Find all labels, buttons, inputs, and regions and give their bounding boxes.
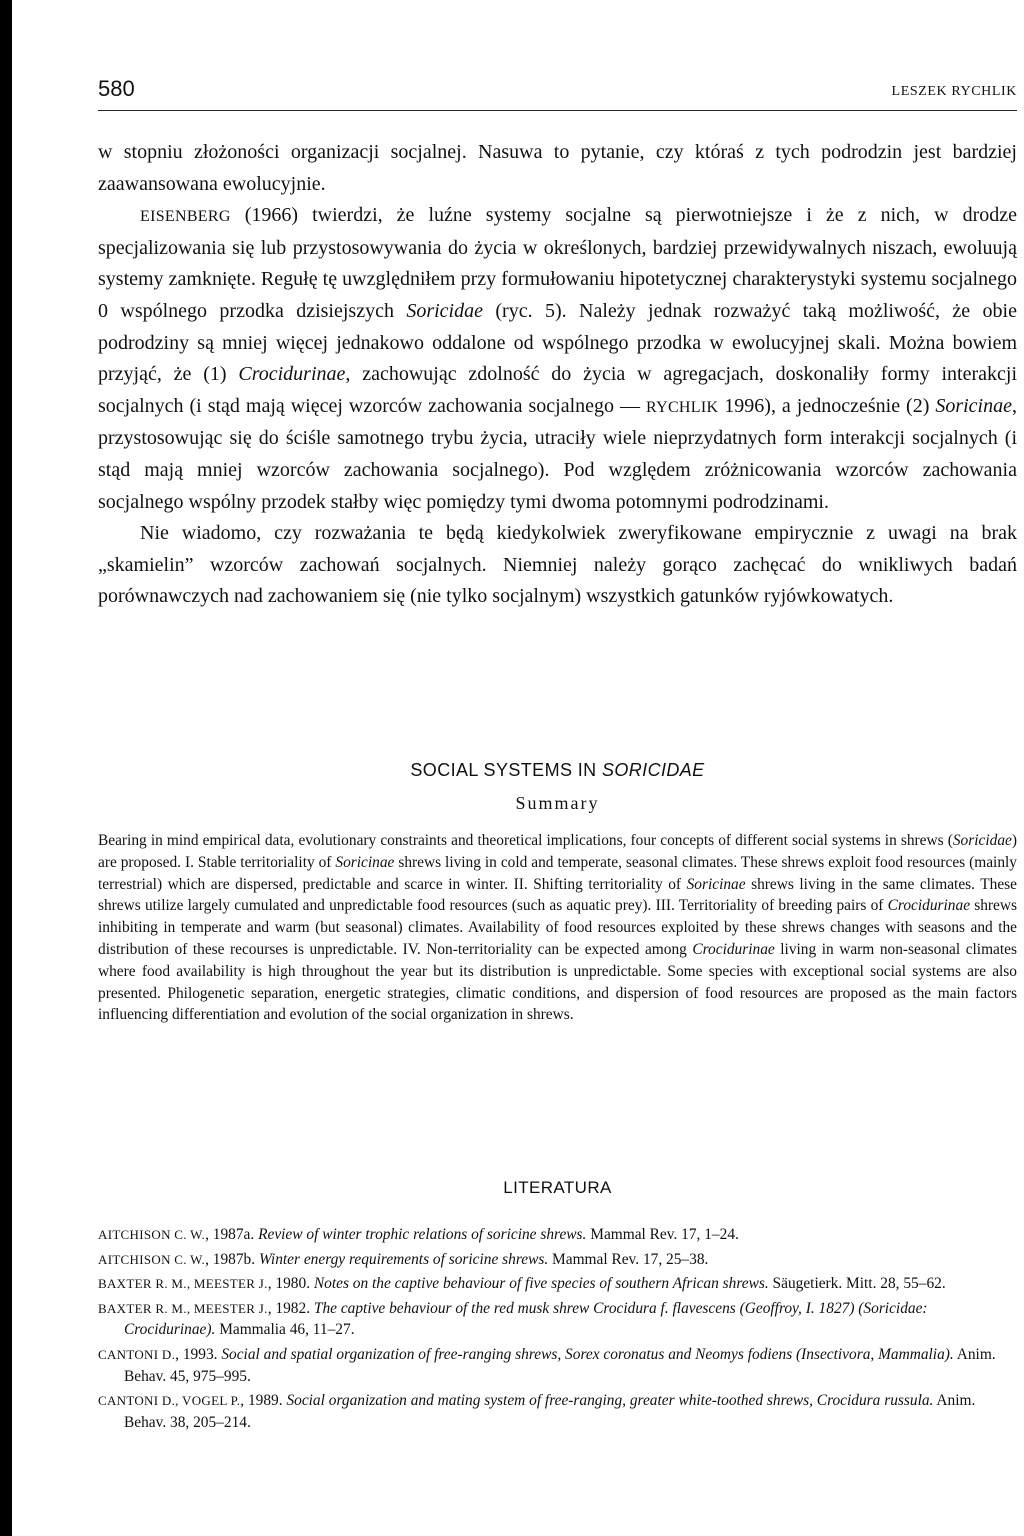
text-run: Nie wiadomo, czy rozważania te będą kiedykolwiek zweryfikowane empirycznie z uwagi na brak „skamielin” wzorców zachowań socjalnych. Niemniej należy gorąco zachęcać do wnikliwych badań porównawczych nad zachowaniem się (nie tylko socjalnym) wszystkich gatunków ryjówkowatych.	[98, 522, 1017, 608]
italic-term: Crocidurinae	[692, 940, 775, 958]
reference-year: , 1987b.	[205, 1250, 259, 1268]
reference-source: Anim. Behav. 38, 205–214.	[124, 1392, 976, 1431]
reference-item	[98, 1273, 1017, 1295]
reference-title: Notes on the captive behaviour of five species of southern African shrews.	[313, 1275, 769, 1293]
text-run: , zachowując zdolność do życia w agregacjach, doskonaliły formy interakcji socjalnych (i stąd mają więcej wzorców zachowania socjalnego —	[98, 363, 1018, 417]
italic-term: Crocidurinae	[238, 363, 346, 386]
summary-heading: Summary	[515, 793, 600, 813]
italic-term: Soricinae	[335, 853, 395, 871]
text-run: w stopniu złożoności organizacji socjalnej. Nasuwa to pytanie, czy któraś z tych podrodzin jest bardziej zaawansowana ewolucyjnie.	[98, 141, 1017, 195]
text-run: shrews living in the same climates. These shrews utilize largely cumulated and unpredictable food resources (such as aquatic prey). III. Territoriality of breeding pairs of	[98, 875, 1017, 915]
reference-item	[98, 1344, 1017, 1387]
literature-heading: LITERATURA	[503, 1178, 612, 1197]
italic-term: Soricidae	[952, 832, 1012, 849]
reference-year: , 1989.	[240, 1392, 287, 1410]
reference-source: Mammal Rev. 17, 25–38.	[548, 1250, 709, 1268]
text-run: (1966) twierdzi, że luźne systemy socjalne są pierwotniejsze i że z nich, w drodze specjalizowania się lub przystosowywania do życia w określonych, bardziej przewidywalnych niszach, ewoluują systemy zamknięte. Regułę tę uwzględniłem przy formułowaniu hipotetycznej charakterystyki systemu socjalnego 0 wspólnego przodka dzisiejszych	[98, 204, 1017, 322]
body-paragraph	[98, 200, 1017, 518]
summary-text	[98, 830, 1017, 1026]
text-run: , przystosowując się do ściśle samotnego trybu życia, utraciły wiele nieprzydatnych form interakcji socjalnych (i stąd mają mniej wzorców zachowania socjalnego). Pod względem zróżnicowania wzorców zachowania socjalnego wspólny przodek stałby więc pomiędzy tymi dwoma potomnymi podrodzinami.	[98, 394, 1017, 513]
italic-term: Crocidurinae	[887, 897, 971, 915]
reference-title: Social organization and mating system of free-ranging, greater white-toothed shrews, Crocidura russula.	[286, 1392, 934, 1410]
reference-source: Mammal Rev. 17, 1–24.	[586, 1226, 739, 1243]
reference-authors: AITCHISON C. W.	[98, 1251, 206, 1267]
body-text	[98, 137, 1017, 613]
page-header	[98, 76, 1017, 111]
italic-term: Soricinae	[686, 875, 746, 893]
italic-term: Soricidae	[406, 299, 483, 322]
reference-list	[98, 1224, 1017, 1436]
reference-year: , 1982.	[267, 1299, 314, 1317]
running-head: LESZEK RYCHLIK	[891, 84, 1017, 99]
reference-title: The captive behaviour of the red musk shrew Crocidura f. flavescens (Geoffroy, I. 1827) (Soricidae: Crocidurinae).	[124, 1299, 928, 1339]
reference-year: , 1993.	[175, 1345, 222, 1363]
reference-source: Mammalia 46, 11–27.	[215, 1321, 355, 1339]
summary-paragraph	[98, 830, 1017, 1026]
text-run: shrews inhibiting in temperate and warm (but seasonal) climates. Availability of food resources exploited by these shrews changes with seasons and the distribution of these recourses is unpredictable. IV. Non-territoriality can be expected among	[98, 897, 1017, 958]
text-run: ) are proposed. I. Stable territoriality of	[98, 832, 1017, 871]
body-paragraph	[98, 137, 1017, 200]
reference-title: Social and spatial organization of free-ranging shrews, Sorex coronatus and Neomys fodiens (Insectivora, Mammalia).	[221, 1345, 954, 1363]
summary-title-italic: SORICIDAE	[601, 760, 705, 780]
reference-authors: AITCHISON C. W.	[98, 1227, 206, 1242]
reference-year: , 1987a.	[205, 1226, 259, 1243]
reference-item	[98, 1390, 1017, 1433]
body-paragraph	[98, 518, 1017, 613]
reference-item	[98, 1224, 1017, 1246]
text-run: shrews living in cold and temperate, seasonal climates. These shrews exploit food resources (mainly terrestrial) which are dispersed, predictable and scarce in winter. II. Shifting territoriality of	[98, 853, 1017, 893]
reference-title: Winter energy requirements of soricine shrews.	[258, 1250, 549, 1268]
reference-authors: CANTONI D., VOGEL P.	[98, 1393, 241, 1409]
reference-source: Anim. Behav. 45, 975–995.	[124, 1345, 996, 1385]
text-run: Bearing in mind empirical data, evolutionary constraints and theoretical implications, four concepts of different social systems in shrews (	[98, 832, 953, 849]
reference-source: Säugetierk. Mitt. 28, 55–62.	[768, 1275, 946, 1293]
document-page	[12, 0, 1024, 1536]
author-name: RYCHLIK	[646, 398, 719, 416]
summary-title-text: SOCIAL SYSTEMS IN	[410, 760, 602, 780]
reference-authors: BAXTER R. M., MEESTER J.	[98, 1300, 268, 1316]
reference-title: Review of winter trophic relations of soricine shrews.	[258, 1226, 587, 1243]
text-run: (ryc. 5). Należy jednak rozważyć taką możliwość, że obie podrodziny są mniej więcej jednakowo oddalone od wspólnego przodka w ewolucyjnej skali. Można bowiem przyjąć, że (1)	[98, 299, 1017, 386]
text-run: 1996), a jednocześnie (2)	[718, 394, 936, 417]
summary-title	[98, 760, 1017, 781]
reference-authors: BAXTER R. M., MEESTER J.	[98, 1276, 268, 1292]
reference-year: , 1980.	[267, 1275, 314, 1293]
text-run: living in warm non-seasonal climates where food availability is high throughout the year but its distribution is unpredictable. Some species with exceptional social systems are also presented. Philogenetic separation, energetic strategies, climatic conditions, and dispersion of food resources are proposed as the main factors influencing differentiation and evolution of the social organization in shrews.	[98, 940, 1017, 1024]
reference-item	[98, 1298, 1017, 1341]
page-number: 580	[98, 76, 135, 101]
reference-item	[98, 1249, 1017, 1271]
italic-term: Soricinae	[935, 394, 1012, 417]
reference-authors: CANTONI D.	[98, 1346, 176, 1362]
author-name: EISENBERG	[140, 208, 231, 226]
